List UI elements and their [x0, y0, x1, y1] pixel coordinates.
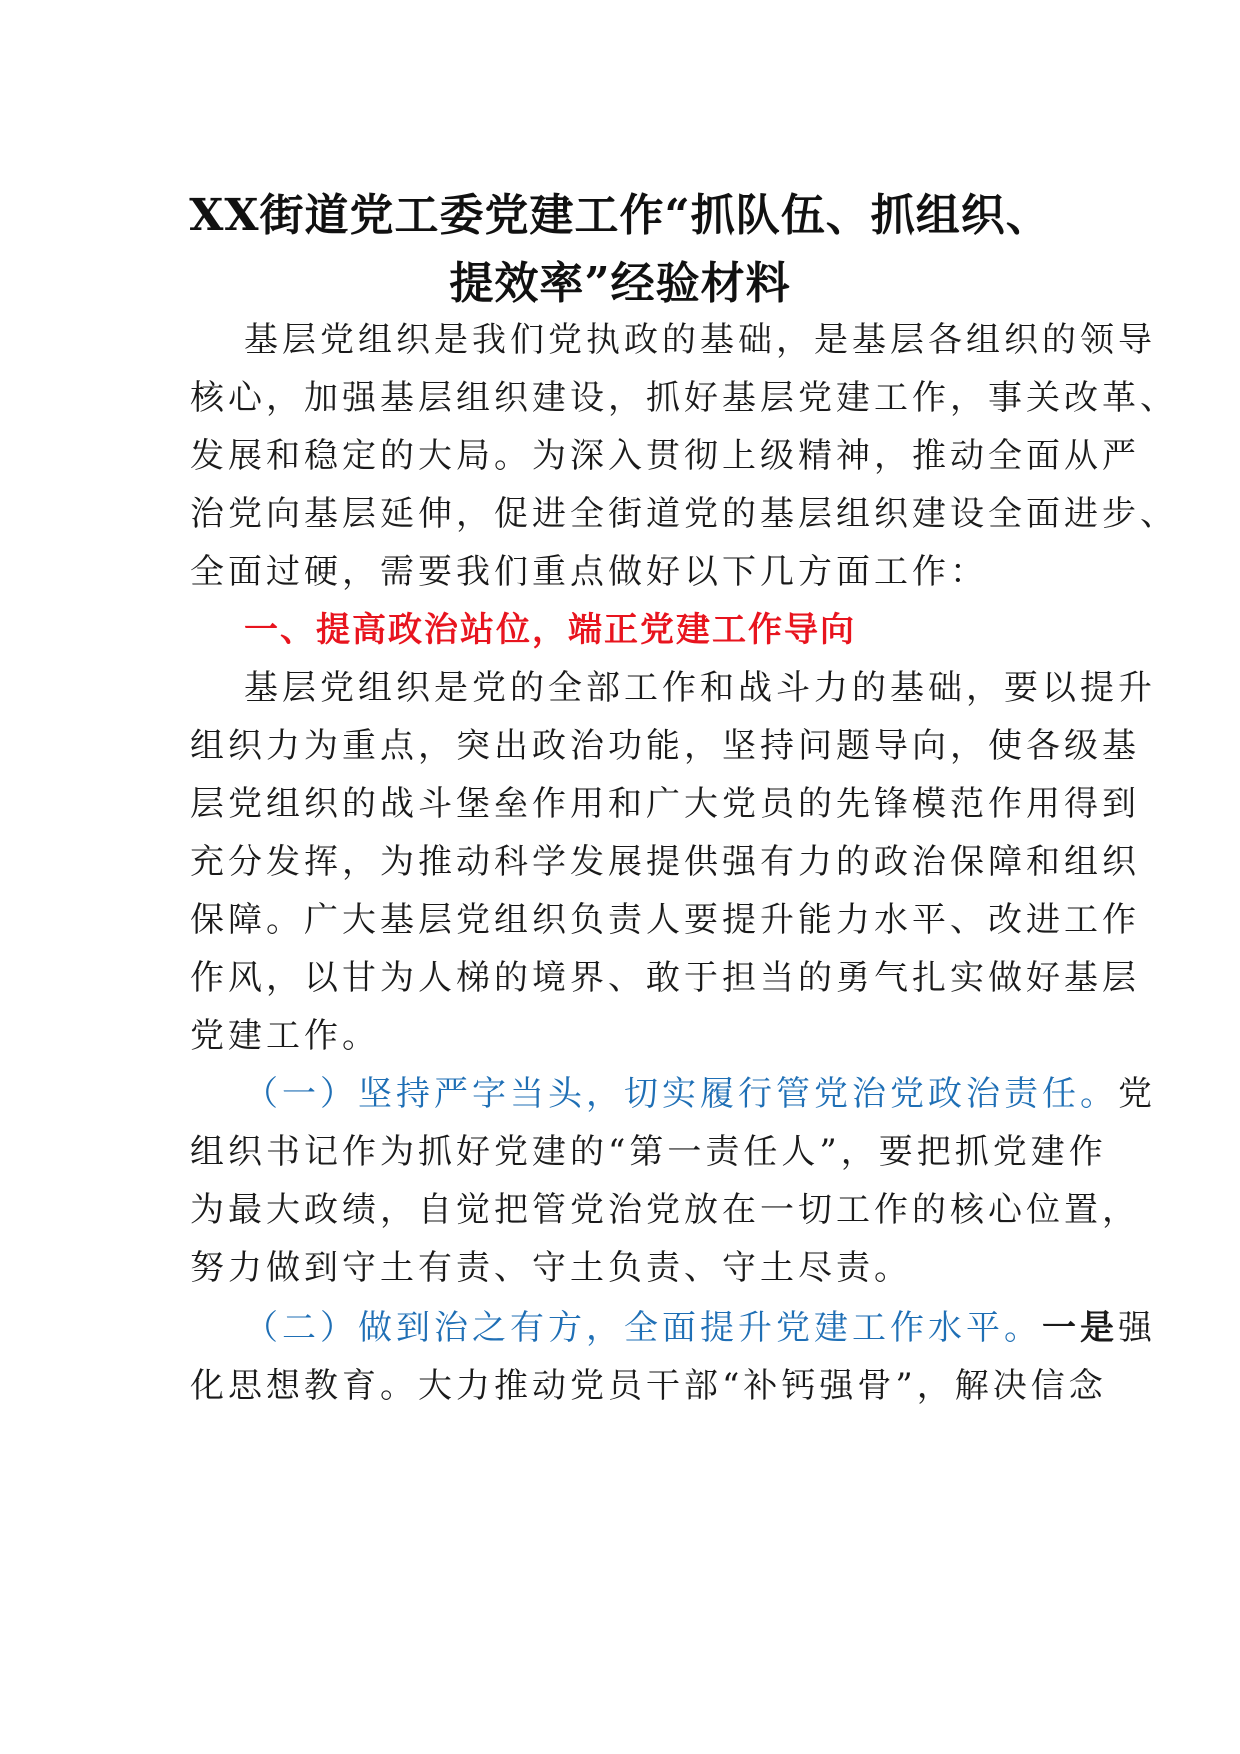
subsection-2-line: 化思想教育。大力推动党员干部“补钙强骨”，解决信念 [190, 1366, 1107, 1406]
subsection-1-line: 努力做到守土有责、守土负责、守土尽责。 [190, 1248, 912, 1288]
paragraph-1-line: 发展和稳定的大局。为深入贯彻上级精神，推动全面从严 [190, 436, 1140, 476]
paragraph-1-line: 核心，加强基层组织建设，抓好基层党建工作，事关改革、 [190, 378, 1178, 418]
paragraph-2-line: 组织力为重点，突出政治功能，坚持问题导向，使各级基 [190, 726, 1140, 766]
subsection-1-line: 组织书记作为抓好党建的“第一责任人”，要把抓党建作 [190, 1132, 1107, 1172]
subsection-1-line: 为最大政绩，自觉把管党治党放在一切工作的核心位置， [190, 1190, 1140, 1230]
document-title-line-2: 提效率”经验材料 [449, 258, 791, 309]
paragraph-1-line: 全面过硬，需要我们重点做好以下几方面工作： [190, 552, 988, 592]
subsection-1-first-tail: 党 [1118, 1074, 1156, 1114]
paragraph-2-line: 党建工作。 [190, 1016, 380, 1056]
section-heading-1: 一、提高政治站位，端正党建工作导向 [244, 610, 856, 650]
paragraph-1-line: 治党向基层延伸，促进全街道党的基层组织建设全面进步、 [190, 494, 1178, 534]
subsection-2-first-line [244, 1306, 1156, 1350]
paragraph-1-line: 基层党组织是我们党执政的基础，是基层各组织的领导 [244, 320, 1156, 360]
paragraph-2-line: 充分发挥，为推动科学发展提供强有力的政治保障和组织 [190, 842, 1140, 882]
paragraph-2-line: 层党组织的战斗堡垒作用和广大党员的先锋模范作用得到 [190, 784, 1140, 824]
subsection-1-heading: （一）坚持严字当头，切实履行管党治党政治责任。 [244, 1074, 1118, 1114]
subsection-2-first-tail: 强 [1118, 1308, 1156, 1348]
paragraph-2-line: 基层党组织是党的全部工作和战斗力的基础，要以提升 [244, 668, 1156, 708]
paragraph-2-line: 保障。广大基层党组织负责人要提升能力水平、改进工作 [190, 900, 1140, 940]
subsection-1-first-line [244, 1072, 1156, 1116]
paragraph-2-line: 作风，以甘为人梯的境界、敢于担当的勇气扎实做好基层 [190, 958, 1140, 998]
subsection-2-bold-lead: 一是 [1042, 1308, 1118, 1348]
document-title-line-1: XX街道党工委党建工作“抓队伍、抓组织、 [189, 190, 1051, 241]
subsection-2-heading: （二）做到治之有方，全面提升党建工作水平。 [244, 1308, 1042, 1348]
